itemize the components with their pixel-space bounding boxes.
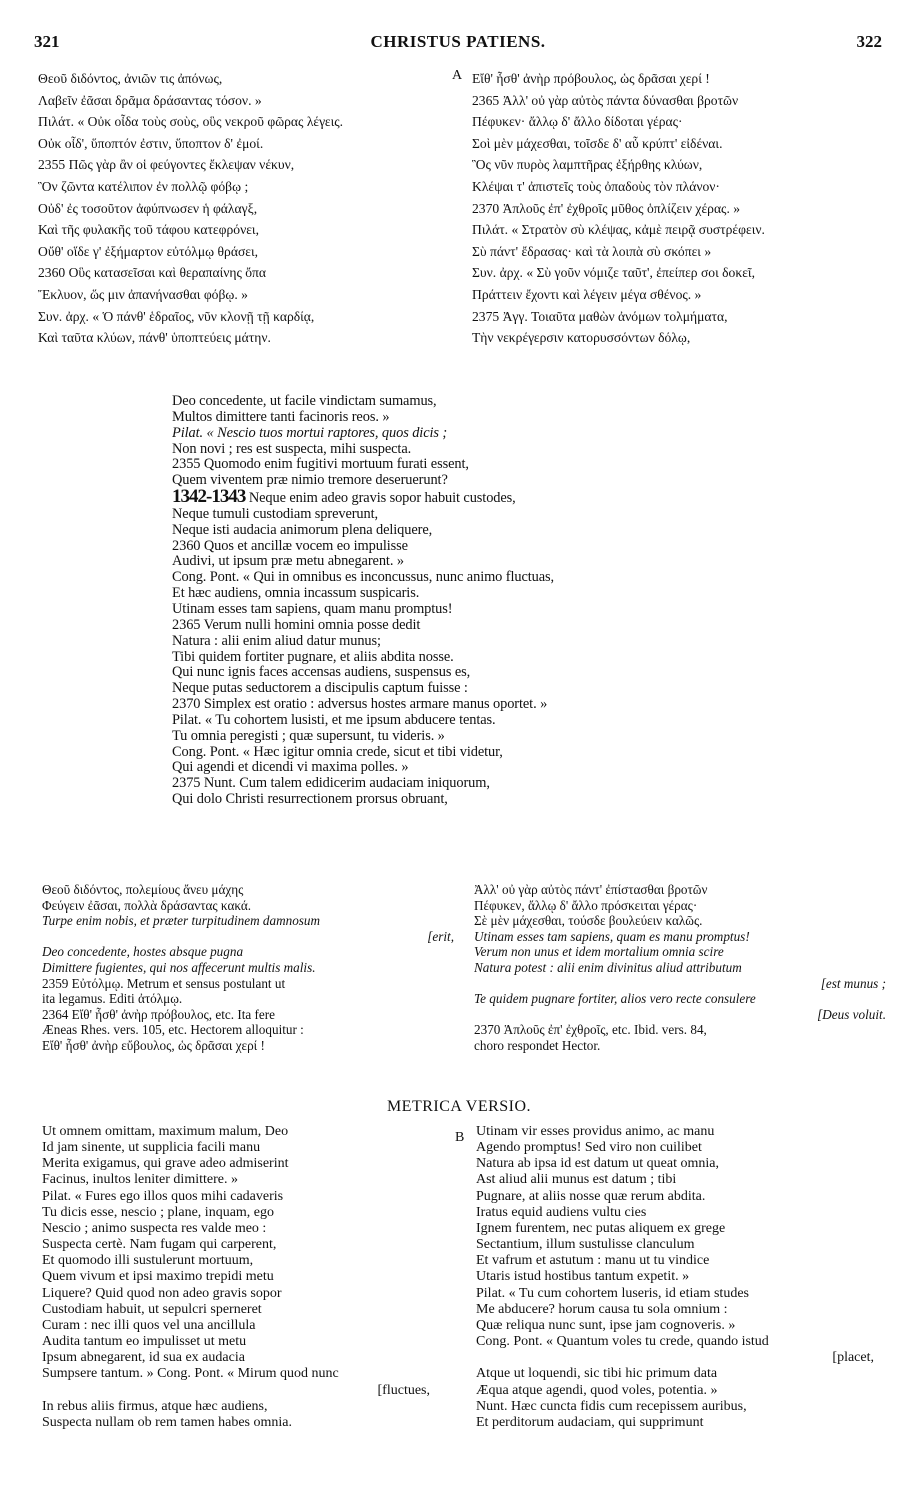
verse-line: Audita tantum eo impulisset ut metu (42, 1334, 247, 1350)
page-header (34, 32, 882, 56)
footnotes-left-column (42, 882, 462, 1054)
verse-line: Sumpsere tantum. » Cong. Pont. « Mirum quod nunc (42, 1366, 339, 1382)
verse-line: Id jam sinente, ut supplicia facili manu (42, 1140, 261, 1156)
verse-line: Cong. Pont. « Quantum voles tu crede, quando istud (476, 1334, 769, 1350)
section-marker-b: B (455, 1130, 465, 1145)
text-line: 2360 Quos et ancillæ vocem eo impulisse (172, 538, 408, 554)
text-line: 2370 Ἁπλοῦς ἐπ' ἐχθροῖς μῦθος ὁπλίζειν χέρας. » (472, 200, 741, 216)
verse-line: Sectantium, illum sustulisse clanculum (476, 1237, 695, 1253)
verse-line: Merita exigamus, qui grave adeo admiserint (42, 1156, 289, 1172)
note-line: Πέφυκεν, ἄλλῳ δ' ἄλλο πρόσκειται γέρας· (474, 897, 698, 913)
greek-text-right-column (472, 68, 892, 349)
verse-line: Ignem furentem, nec putas aliquem ex grege (476, 1220, 726, 1236)
text-line: Εἴθ' ἦσθ' ἀνὴρ πρόβουλος, ὡς δρᾶσαι χερί ! (472, 71, 710, 86)
section-heading: METRICA VERSIO. (386, 1098, 532, 1115)
note-line: [Deus voluit. (817, 1006, 886, 1022)
verse-line: Suspecta nullam ob rem tamen habes omnia. (42, 1414, 292, 1430)
note-line: Te quidem pugnare fortiter, alios vero recte consulere (474, 991, 756, 1007)
note-line: 2364 Εἴθ' ἦσθ' ἀνὴρ πρόβουλος, etc. Ita fere (42, 1006, 276, 1022)
text-line: Πιλάτ. « Οὐκ οἶδα τοὺς σοὺς, οὓς νεκροῦ φῶρας λέγεις. (38, 114, 344, 130)
verse-line: Pugnare, at aliis nosse quæ rerum abdita. (476, 1188, 706, 1204)
text-line: Πράττειν ἔχοντι καὶ λέγειν μέγα σθένος. » (472, 286, 702, 302)
verse-line: Curam : nec illi quos vel una ancillula (42, 1317, 256, 1333)
text-line: Qui dolo Christi resurrectionem prorsus obruant, (172, 792, 448, 808)
text-line: Neque tumuli custodiam spreverunt, (172, 506, 379, 522)
text-line: Pilat. « Nescio tuos mortui raptores, quos dicis ; (172, 425, 448, 441)
text-line: Ἔκλυον, ὥς μιν ἀπανήνασθαι φόβῳ. » (38, 286, 248, 302)
text-line: Θεοῦ διδόντος, ἀνιῶν τις ἀπόνως, (38, 71, 223, 86)
text-line: 2375 Ἀγγ. Τοιαῦτα μαθὼν ἀνόμων τολμήματα, (472, 308, 728, 324)
verse-line: Agendo promptus! Sed viro non cuilibet (476, 1140, 702, 1156)
verse-line: Custodiam habuit, ut sepulcri sperneret (42, 1301, 262, 1317)
verse-line: [fluctues, (377, 1382, 430, 1398)
note-line: Natura potest : alii enim divinitus aliud attributum (474, 959, 742, 975)
verse-line: Iratus equid audiens vultu cies (476, 1204, 647, 1220)
latin-translation-block (172, 394, 732, 808)
metrical-version-right-column (476, 1124, 896, 1431)
note-line: Dimittere fugientes, qui nos affecerunt multis malis. (42, 959, 316, 975)
text-line: Συν. ἀρχ. « Ὁ πάνθ' ἑδραῖος, νῦν κλονῇ τῇ καρδίᾳ, (38, 308, 315, 324)
text-line: 2360 Οὓς κατασεῖσαι καὶ θεραπαίνης ὄπα (38, 265, 267, 281)
text-line: Πιλάτ. « Στρατὸν σὺ κλέψας, κἀμὲ πειρᾷ συστρέφειν. (472, 222, 765, 238)
note-line: [est munus ; (820, 975, 886, 991)
note-line: Utinam esses tam sapiens, quam es manu promptus! (474, 928, 750, 944)
text-line: Natura : alii enim aliud datur munus; (172, 633, 381, 649)
text-line: Pilat. « Tu cohortem lusisti, et me ipsum abducere tentas. (172, 712, 496, 728)
verse-line: Suspecta certè. Nam fugam qui carperent, (42, 1237, 277, 1253)
verse-line: Atque ut loquendi, sic tibi hic primum data (476, 1366, 718, 1382)
text-line: Σοὶ μὲν μάχεσθαι, τοῖσδε δ' αὖ κρύπτ' εἰδέναι. (472, 135, 723, 151)
footnotes-right-column (474, 882, 894, 1054)
greek-text-left-column (38, 68, 448, 349)
text-line: Σὺ πάντ' ἔδρασας· καὶ τὰ λοιπὰ σὺ σκόπει » (472, 243, 712, 259)
text-line-with-column-number (172, 489, 732, 507)
text-line: Cong. Pont. « Qui in omnibus es inconcussus, nunc animo fluctuas, (172, 570, 555, 586)
verse-line: Pilat. « Tu cum cohortem luseris, id etiam studes (476, 1285, 749, 1301)
verse-line: Facinus, inultos leniter dimittere. » (42, 1172, 238, 1188)
text-line: Οὐκ οἶδ', ὕποπτόν ἐστιν, ὕποπτον δ' ἐμοί. (38, 135, 264, 151)
verse-line: Ast aliud alii munus est datum ; tibi (476, 1172, 677, 1188)
text-line: Κλέψαι τ' ἀπιστεῖς τοὺς ὀπαδοὺς τὸν πλάνον· (472, 178, 720, 194)
column-numbers: 1342-1343 (172, 489, 246, 507)
note-line: Æneas Rhes. vers. 105, etc. Hectorem alloquitur : (42, 1022, 304, 1038)
section-marker-a: A (452, 68, 463, 83)
note-line: Deo concedente, hostes absque pugna (42, 944, 244, 960)
verse-line: In rebus aliis firmus, atque hæc audiens, (42, 1398, 268, 1414)
note-line: Φεύγειν ἐᾶσαι, πολλὰ δράσαντας κακά. (42, 897, 252, 913)
verse-line: Et quomodo illi sustulerunt mortuum, (42, 1253, 254, 1269)
verse-line: Liquere? Quid quod non adeo gravis sopor (42, 1285, 282, 1301)
text-line: Neque enim adeo gravis sopor habuit custodes, (248, 490, 516, 507)
note-line: 2359 Εὐτόλμῳ. Metrum et sensus postulant ut (42, 975, 286, 991)
verse-line: Utaris istud hostibus tantum expetit. » (476, 1269, 690, 1285)
text-line: Ὃς νῦν πυρὸς λαμπτῆρας ἐξήρθης κλύων, (472, 157, 703, 173)
text-line: Qui agendi et dicendi vi maxima polles. » (172, 760, 409, 776)
text-line: Πέφυκεν· ἄλλῳ δ' ἄλλο δίδοται γέρας· (472, 114, 683, 130)
verse-line: Utinam vir esses providus animo, ac manu (476, 1124, 715, 1139)
metrical-version-left-column (42, 1124, 452, 1431)
text-line: 2365 Ἀλλ' οὐ γὰρ αὐτὸς πάντα δύνασθαι βροτῶν (472, 92, 739, 108)
text-line: 2375 Nunt. Cum talem edidicerim audaciam iniquorum, (172, 776, 490, 792)
text-line: Cong. Pont. « Hæc igitur omnia crede, sicut et tibi videtur, (172, 744, 503, 760)
note-line: Ἀλλ' οὐ γὰρ αὐτὸς πάντ' ἐπίστασθαι βροτῶν (474, 882, 708, 897)
text-line: Οὐδ' ἐς τοσοῦτον ἀφύπνωσεν ἡ φάλαγξ, (38, 200, 258, 216)
note-line: Θεοῦ διδόντος, πολεμίους ἄνευ μάχης (42, 882, 244, 897)
running-title: CHRISTUS PATIENS. (370, 32, 546, 51)
note-line: Verum non unus et idem mortalium omnia scire (474, 944, 724, 960)
verse-line: Nescio ; animo suspecta res valde meo : (42, 1220, 267, 1236)
text-line: Neque isti audacia animorum plena deliquere, (172, 522, 433, 538)
text-line: Οὔθ' οἵδε γ' ἐξήμαρτον εὐτόλμῳ θράσει, (38, 243, 259, 259)
page-number-left: 321 (34, 32, 60, 51)
note-line: Εἴθ' ἦσθ' ἀνὴρ εὔβουλος, ὡς δρᾶσαι χερί ! (42, 1037, 265, 1053)
text-line: Τὴν νεκρέγερσιν κατορυσσόντων δόλῳ, (472, 330, 691, 346)
verse-line: Pilat. « Fures ego illos quos mihi cadaveris (42, 1188, 284, 1204)
text-line: 2355 Quomodo enim fugitivi mortuum furati essent, (172, 457, 469, 473)
verse-line: Quem vivum et ipsi maximo trepidi metu (42, 1269, 274, 1285)
verse-line: Nunt. Hæc cuncta fidis cum recepissem auribus, (476, 1398, 747, 1414)
text-line: Ὃν ζῶντα κατέλιπον ἐν πολλῷ φόβῳ ; (38, 178, 249, 194)
text-line: Tibi quidem fortiter pugnare, et aliis abdita nosse. (172, 649, 454, 665)
verse-line: Tu dicis esse, nescio ; plane, inquam, ego (42, 1204, 275, 1220)
text-line: Tu omnia peregisti ; quæ supersunt, tu videris. » (172, 728, 445, 744)
verse-line: Quæ reliqua nunc sunt, ipse jam cognoveris. » (476, 1317, 736, 1333)
verse-line: [placet, (832, 1350, 874, 1366)
text-line: Et hæc audiens, omnia incassum suspicaris. (172, 586, 420, 602)
note-line: [erit, (427, 928, 454, 944)
text-line: Utinam esses tam sapiens, quam manu promptus! (172, 601, 453, 617)
text-line: 2355 Πῶς γὰρ ἂν οἱ φεύγοντες ἔκλεψαν νέκυν, (38, 157, 295, 173)
verse-line: Ipsum abnegarent, id sua ex audacia (42, 1350, 245, 1366)
text-line: Λαβεῖν ἐᾶσαι δρᾶμα δράσαντας τόσον. » (38, 92, 262, 108)
verse-line: Et perditorum audaciam, qui supprimunt (476, 1414, 704, 1430)
text-line: 2370 Simplex est oratio : adversus hostes armare manus oportet. » (172, 697, 548, 713)
text-line: Non novi ; res est suspecta, mihi suspecta. (172, 441, 412, 457)
note-line: 2370 Ἁπλοῦς ἐπ' ἐχθροῖς, etc. Ibid. vers. 84, (474, 1022, 707, 1038)
text-line: Καὶ ταῦτα κλύων, πάνθ' ὑποπτεύεις μάτην. (38, 330, 271, 346)
note-line: Turpe enim nobis, et præter turpitudinem damnosum (42, 913, 321, 929)
verse-line: Et vafrum et astutum : manu ut tu vindice (476, 1253, 710, 1269)
note-line: Σὲ μὲν μάχεσθαι, τούσδε βουλεύειν καλῶς. (474, 913, 703, 929)
note-line: choro respondet Hector. (474, 1037, 601, 1053)
text-line: Multos dimittere tanti facinoris reos. » (172, 409, 390, 425)
page-number-right: 322 (856, 32, 882, 51)
text-line: Deo concedente, ut facile vindictam sumamus, (172, 394, 437, 409)
note-line: ita legamus. Editi ἀτόλμῳ. (42, 991, 183, 1007)
text-line: Neque putas seductorem a discipulis captum fuisse : (172, 681, 468, 697)
text-line: Καὶ τῆς φυλακῆς τοῦ τάφου κατεφρόνει, (38, 222, 259, 238)
verse-line: Ut omnem omittam, maximum malum, Deo (42, 1124, 289, 1139)
text-line: Qui nunc ignis faces accensas audiens, suspensus es, (172, 665, 471, 681)
verse-line: Æqua atque agendi, quod voles, potentia. » (476, 1382, 718, 1398)
text-line: Συν. ἀρχ. « Σὺ γοῦν νόμιζε ταῦτ', ἐπείπερ σοι δοκεῖ, (472, 265, 755, 281)
verse-line: Me abducere? horum causa tu sola omnium : (476, 1301, 728, 1317)
text-line: Quem viventem præ nimio tremore deseruerunt? (172, 473, 448, 489)
text-line: 2365 Verum nulli homini omnia posse dedit (172, 617, 421, 633)
text-line: Audivi, ut ipsum præ metu abnegarent. » (172, 554, 404, 570)
verse-line: Natura ab ipsa id est datum ut queat omnia, (476, 1156, 719, 1172)
